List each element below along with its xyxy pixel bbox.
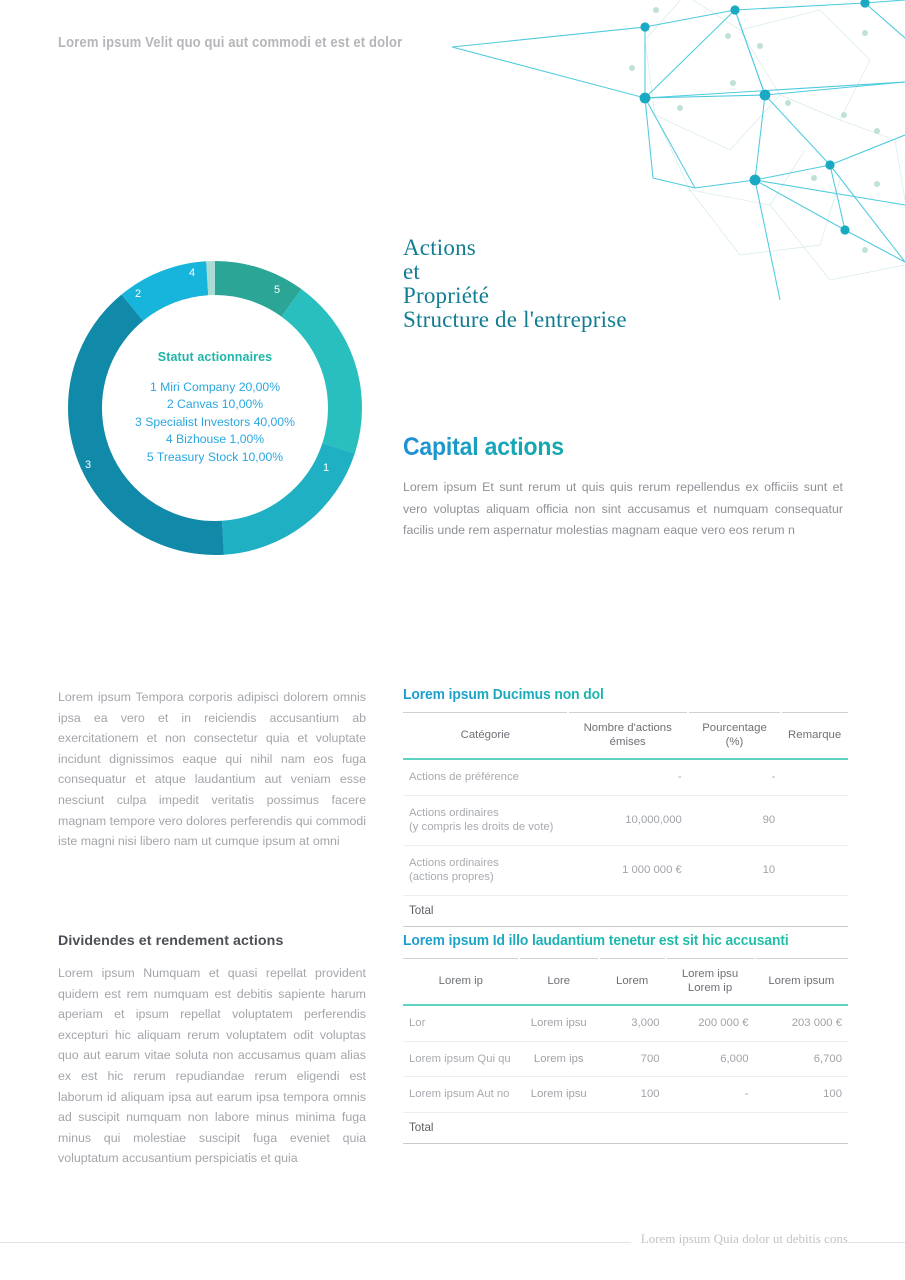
cell-total-c5 (755, 1112, 848, 1144)
shares-table-block (403, 687, 848, 927)
table-header-row (403, 959, 848, 1006)
cell-c5: 100 (755, 1077, 848, 1113)
donut-label-5: 5 (273, 284, 281, 296)
donut-label-1b: 1 (322, 462, 330, 474)
left-paragraph-one: Lorem ipsum Tempora corporis adipisci dolorem omnis ipsa ea vero et in reiciendis accusantium ab exercitationem et non consectetur quia et voluptate incidunt dignissimos eaque qui nihil nam eos fuga consequatur et atque laudantium aut veniam esse nesciunt culpa impedit veritatis possimus facere magnam tempore vero dolores perferendis qui commodi iste magni nisi libero nam ut cumque ipsum at omni (58, 690, 366, 849)
shareholder-donut-chart (50, 243, 380, 573)
cell-total-c3 (599, 1112, 666, 1144)
cell-c3: 100 (599, 1077, 666, 1113)
table-header-row (403, 713, 848, 760)
column-header-3: Lorem (599, 959, 666, 1006)
cell-category-line2: (y compris les droits de vote) (409, 821, 554, 833)
cell-c1: Lorem ipsum Qui qu (403, 1041, 519, 1077)
column-header-remark: Remarque (781, 713, 848, 760)
hero-title-line: Structure de l'entreprise (403, 307, 627, 332)
table-row (403, 795, 848, 845)
cell-category-line2: (actions propres) (409, 871, 494, 883)
table-row (403, 759, 848, 795)
cell-issued: - (568, 759, 688, 795)
cell-c1: Lor (403, 1005, 519, 1041)
left-paragraph-two: Lorem ipsum Numquam et quasi repellat provident quidem est rem numquam est debitis sapiente harum aperiam et ipsum repellat voluptatem perferendis excepturi hic aliquam rerum voluptatem odit voluptas quo aut earum vitae soluta non accusamus quam alias ex est hic rerum repudiandae rerum eligendi est laborum id aliquam ipsa aut earum ipsa tempora omnis ad suscipit numquam non labore minus minima fuga minus qui molestiae suscipit fuga eveniet quia voluptatum accusantium perspiciatis et quia (58, 966, 366, 1166)
cell-c3: 700 (599, 1041, 666, 1077)
donut-label-3: 3 (84, 459, 92, 471)
donut-legend-item: 3 Specialist Investors 40,00% (135, 414, 295, 429)
dividends-table-block (403, 933, 848, 1144)
cell-category (403, 795, 568, 845)
cell-c2: Lorem ipsu (519, 1005, 599, 1041)
hero-serif-title (403, 236, 627, 332)
table-row (403, 1005, 848, 1041)
shares-table-heading: Lorem ipsum Ducimus non dol (403, 687, 826, 703)
column-header-categorie: Catégorie (403, 713, 568, 760)
cell-remark (781, 795, 848, 845)
cell-total-percent (688, 895, 781, 927)
donut-legend-item: 5 Treasury Stock 10,00% (146, 449, 284, 464)
column-header-1: Lorem ip (403, 959, 519, 1006)
column-header-5: Lorem ipsum (755, 959, 848, 1006)
cell-c4: - (666, 1077, 755, 1113)
cell-c3: 3,000 (599, 1005, 666, 1041)
table-row (403, 1077, 848, 1113)
cell-percent: 10 (688, 845, 781, 895)
shares-table (403, 712, 848, 927)
cell-percent: - (688, 759, 781, 795)
column-header-4-line2: Lorem ip (687, 982, 733, 994)
column-header-4-line1: Lorem ipsu (681, 968, 739, 980)
hero-title-line: et (403, 259, 420, 284)
dividends-heading: Dividendes et rendement actions (58, 933, 284, 949)
donut-label-2: 2 (134, 288, 142, 300)
cell-category (403, 845, 568, 895)
cell-category-line1: Actions ordinaires (409, 806, 499, 819)
cell-c5: 203 000 € (755, 1005, 848, 1041)
cell-total-issued (568, 895, 688, 927)
table-total-row (403, 895, 848, 927)
dividends-table-heading: Lorem ipsum Id illo laudantium tenetur est sit hic accusanti (403, 933, 826, 949)
donut-label-4: 4 (188, 267, 196, 279)
cell-remark (781, 759, 848, 795)
cell-issued: 1 000 000 € (568, 845, 688, 895)
cell-total-c2 (519, 1112, 599, 1144)
cell-percent: 90 (688, 795, 781, 845)
dividends-table (403, 958, 848, 1144)
column-header-2: Lore (519, 959, 599, 1006)
cell-total-c4 (666, 1112, 755, 1144)
table-row (403, 845, 848, 895)
hero-title-line: Actions (403, 235, 476, 260)
cell-category: Actions de préférence (403, 759, 568, 795)
capital-actions-heading: Capital actions (403, 433, 564, 461)
document-header-title: Lorem ipsum Velit quo qui aut commodi et est et dolor (58, 35, 403, 51)
table-row (403, 1041, 848, 1077)
column-header-percent: Pourcentage (%) (688, 713, 781, 760)
donut-legend-item: 2 Canvas 10,00% (166, 397, 264, 412)
cell-total-label: Total (403, 895, 568, 927)
cell-c2: Lorem ipsu (519, 1077, 599, 1113)
hero-title-line: Propriété (403, 283, 490, 308)
cell-c5: 6,700 (755, 1041, 848, 1077)
cell-c4: 200 000 € (666, 1005, 755, 1041)
capital-actions-body: Lorem ipsum Et sunt rerum ut quis quis rerum repellendus ex officiis sunt et vero voluptas aliquam officia non sint accusamus et numquam consequatur facilis unde rem aspernatur molestias magnam eaque vero eos rerum n (403, 480, 843, 538)
cell-issued: 10,000,000 (568, 795, 688, 845)
cell-total-label: Total (403, 1112, 519, 1144)
donut-center-title: Statut actionnaires (157, 349, 273, 364)
donut-center-legend (50, 243, 380, 573)
cell-c2: Lorem ips (519, 1041, 599, 1077)
column-header-issued: Nombre d'actions émises (568, 713, 688, 760)
donut-legend-item: 1 Miri Company 20,00% (149, 379, 281, 394)
donut-legend-item: 4 Bizhouse 1,00% (165, 432, 265, 447)
cell-category-line1: Actions ordinaires (409, 856, 499, 869)
cell-c4: 6,000 (666, 1041, 755, 1077)
column-header-4 (666, 959, 755, 1006)
cell-total-remark (781, 895, 848, 927)
footer-text: Lorem ipsum Quia dolor ut debitis cons (631, 1231, 848, 1247)
cell-c1: Lorem ipsum Aut no (403, 1077, 519, 1113)
table-total-row (403, 1112, 848, 1144)
cell-remark (781, 845, 848, 895)
